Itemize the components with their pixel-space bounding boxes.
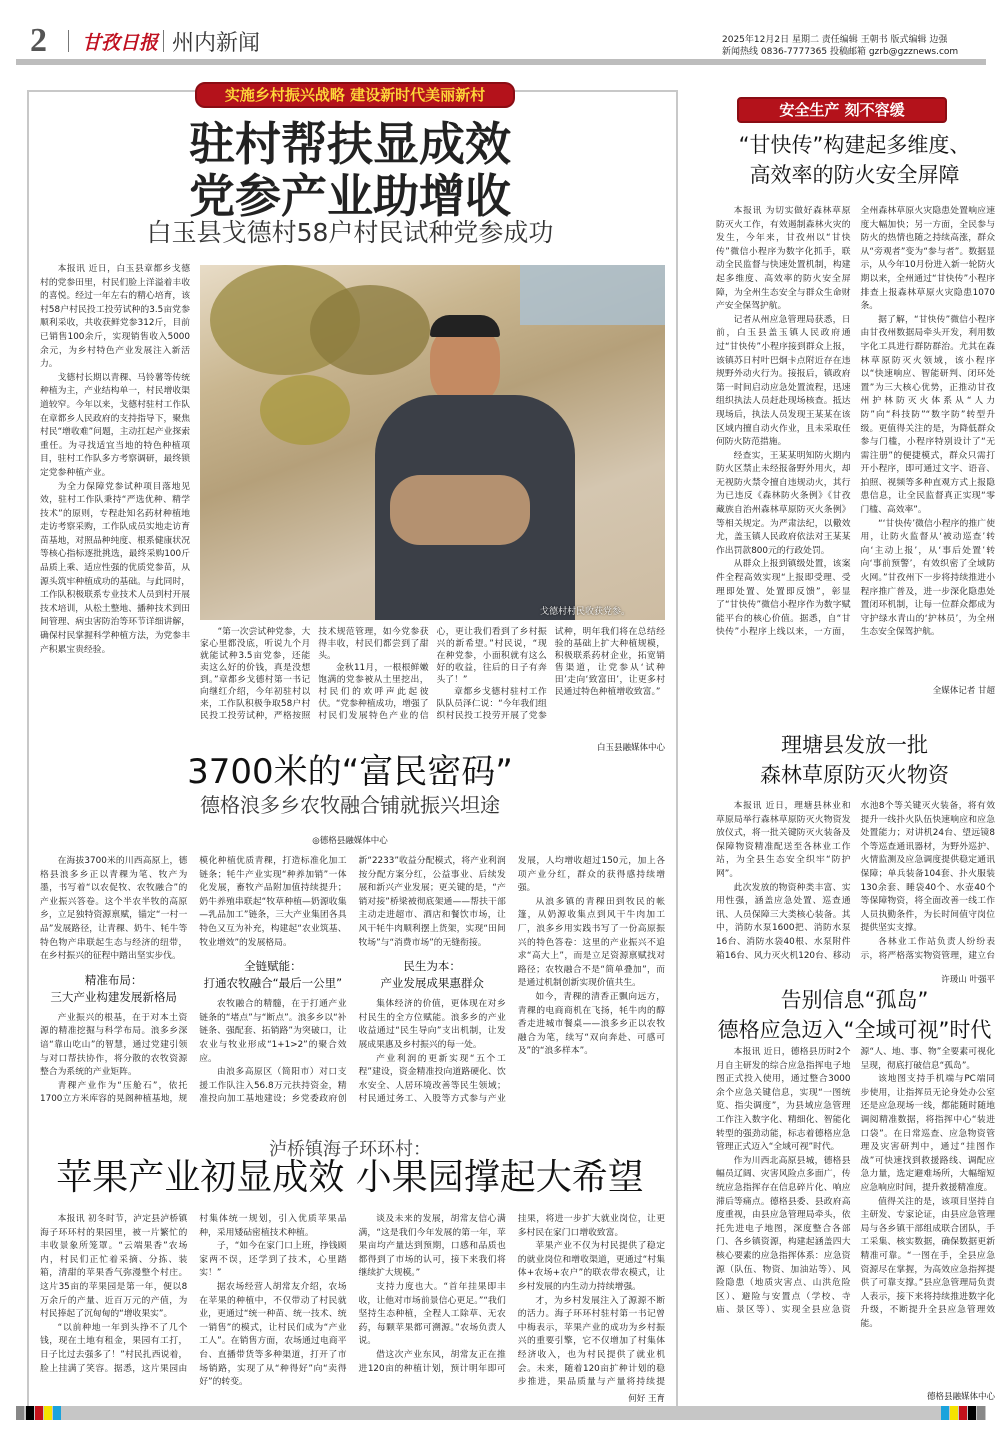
issue-date-editors: 2025年12月2日 星期二 责任编辑 王朝书 版式编辑 边强 bbox=[722, 35, 948, 45]
section-kicker: 精准布局： bbox=[84, 972, 143, 987]
paragraph: 记者从州应急管理局获悉，日前，白玉县盖玉镇人民政府通过“甘快传”小程序接到群众上报，该镇苏日村叶巴炯卡点附近存在违规野外动火行为。接报后，镇政府第一时间启动应急处置流程，迅速组织执法人员赶赴现场核查。抵达现场后，执法人员发现王某某在该区域内擅自动火作业，且未采取任何防火防范措施。 bbox=[716, 314, 851, 448]
paragraph: 从浪多镇的青稞田到牧民的帐篷，从奶源收集点到风干牛肉加工厂，浪多乡用实践书写了一份高原振兴的特色答卷：这里的产业振兴不追求“高大上”，而是立足资源禀赋找对路径；农牧融合不是“简单叠加”，而是通过机制创新实现价值共生。 bbox=[517, 896, 665, 989]
headline-line2: 德格应急迈入“全域可视”时代 bbox=[717, 1018, 992, 1042]
article2-headline: 3700米的“富民密码” bbox=[187, 752, 513, 792]
paragraph: 子，“如今在家门口上班，挣钱顾家两不误，还学到了技术，心里踏实！” bbox=[199, 1241, 347, 1279]
paragraph: 产业利润的更新实现“五个工程”建设，资金精准投向道路硬化、饮水安全、人居环境改善等民生领域；村民通过务工、入股等方式参与产业发展，人均增收超过150元，加上各项产业分红，群众的获得感持续增强。 bbox=[358, 856, 665, 1105]
article1-headline bbox=[40, 118, 660, 222]
headline-line2: 森林草原防灭火物资 bbox=[760, 763, 949, 787]
paragraph: 该地图支持手机端与PC端同步使用，让指挥员无论身处办公室还是应急现场一线，都能随时随地调阅精准数据，将指挥中心“装进口袋”。在日常巡查、应急物资管理及灾害研判中，通过“挂图作战”可快速找到救援路线、调配应急力量，选定避难场所，大幅缩短应急响应时间，提升救援精准度。 bbox=[860, 1074, 995, 1193]
news-photo-farmer-with-dangshen bbox=[200, 265, 665, 620]
right1-headline bbox=[712, 130, 997, 190]
divider bbox=[68, 30, 69, 52]
paragraph: 由浪多高原区（简阳市）对口支援工作队注入56.8万元扶持资金，精准投向加工基地建设；乡党委政府创新“2233”收益分配模式，将产业利润按分配方案分红，公益事业、后续发展和新兴产业发展；更关键的是，“产销对接”桥梁被彻底架通——帮扶干部主动走进超市、酒店和餐饮市场，让风干牦牛肉顺利摆上货架，实现“田间牧场”与“消费市场”的无缝衔接。 bbox=[199, 856, 506, 1105]
newspaper-logo: 甘孜日报 bbox=[82, 32, 159, 54]
section-kicker: 全链赋能： bbox=[244, 959, 302, 974]
photo-face bbox=[430, 325, 500, 405]
photo-hair bbox=[430, 315, 500, 337]
paragraph: 戈德村长期以青稞、马铃薯等传统种植为主，产业结构单一，村民增收渠道较窄。今年以来，戈德村驻村工作队在章都乡人民政府的支持指导下，聚焦村民“增收难”问题，主动扛起产业探索重任。为寻找适宜当地的特色种植项目，驻村工作队多方考察调研，最终锁定党参种植产业。 bbox=[40, 372, 190, 478]
article2-subheadline: 德格浪多乡农牧融合铺就振兴坦途 bbox=[200, 793, 500, 817]
article1-source: 白玉县融媒体中心 bbox=[596, 743, 665, 753]
article2-body bbox=[40, 855, 665, 1120]
paragraph: 本报讯 初冬时节，泸定县泸桥镇海子环环村的果园里，被一片繁忙的丰收景象所笼罩。“云端果香”农场内，村民们正忙着采摘、分拣、装箱，清甜的苹果香气弥漫整个村庄。这片35亩的苹果园是第一年，便以8万余斤的产量、近百万元的产值，为村民捧起了沉甸甸的“增收果实”。 bbox=[40, 1214, 188, 1320]
headline-line1: 告别信息“孤岛” bbox=[780, 988, 929, 1012]
headline-line1: 驻村帮扶显成效 bbox=[189, 117, 511, 171]
paragraph: 此次发放的物资种类丰富、实用性强，涵盖应急处置、巡查通讯、人员保障三大类核心装备。其中，消防水泵1600把、消防水泵16台、消防水袋40根、水泵附件箱16台、风力灭火机120台、移动水池8个等关键灭火装备，将有效提升一线扑火队伍快速响应和应急处置能力；对讲机24台、望远镜8个等巡查通讯器材，为野外巡护、火情监测及应急调度提供稳定通讯保障；单兵装备104套、扑火服装130余套、睡袋40个、水壶40个等保障物资，将全面改善一线工作人员执勤条件，为长时间值守岗位提供坚实支撑。 bbox=[716, 801, 995, 961]
photo-tree bbox=[310, 285, 430, 375]
paragraph: 本报讯 为切实做好森林草原防灭火工作，有效遏制森林火灾的发生，今年来，甘孜州以“甘快传”微信小程序为数字化抓手，联动全民监督与快速处置机制，构建起多维度、高效率的防火安全屏障，为全州生态安全与群众生命财产安全保驾护航。 bbox=[716, 206, 851, 312]
swatch-magenta bbox=[35, 1406, 43, 1420]
right2-body bbox=[716, 800, 995, 972]
right2-headline bbox=[712, 730, 997, 790]
headline-line1: 理塘县发放一批 bbox=[781, 733, 928, 757]
article3-body bbox=[40, 1213, 665, 1403]
paragraph: 各林业工作站负责人纷纷表示，将严格落实物资管理，建立台 bbox=[860, 936, 995, 961]
article2-byline: ◎德格县融媒体中心 bbox=[312, 836, 388, 846]
article1-subheadline: 白玉县戈德村58户村民试种党参成功 bbox=[146, 218, 554, 247]
right1-byline: 全媒体记者 甘超 bbox=[932, 686, 995, 696]
swatch-gray bbox=[16, 1406, 24, 1420]
paragraph: 支持力度也大。“首年挂果即丰收，让他对市场前景信心更足。”“我们坚持生态种植，全程人工除草、无农药，每颗苹果都可溯源。”农场负责人说。 bbox=[358, 1281, 506, 1347]
paragraph: “‘甘快传’微信小程序的推广使用，让防火监督从‘被动巡查’转向‘主动上报’，从‘事后处置’转向‘事前预警’，有效织密了全域防火网。”甘孜州下一步将持续推进小程序推广普及，进一步深化隐患处置闭环机制，让每一位群众都成为守护绿水青山的‘护林员’，为全州生态安全保驾护航。 bbox=[860, 518, 995, 638]
paragraph: 据了解，“甘快传”微信小程序由甘孜州数据局牵头开发，利用数字化工具进行群防群治。尤其在森林草原防灭火领域，该小程序以“快速响应、智能研判、闭环处置”为三大核心优势，正推动甘孜州护林防灭火体系从“人力防”向“科技防”“数字防”转型升级。更值得关注的是，为降低群众参与门槛，小程序特别设计了“无需注册”的便捷模式，群众只需打开小程序，即可通过文字、语音、拍照、视频等多种直观方式上报隐患信息，让全民监督真正实现“零门槛、高效率”。 bbox=[860, 314, 995, 516]
section-title: 产业发展成果惠群众 bbox=[380, 976, 484, 991]
section-heading bbox=[40, 972, 187, 1006]
paragraph: 谈及未来的发展，胡常友信心满满，“这是我们今年发展的第一年，苹果亩均产量达到预期，口感和品质也都得到了市场的认可，接下来我们将继续扩大规模。” bbox=[358, 1214, 506, 1279]
paragraph: 苹果产业不仅为村民提供了稳定的就业岗位和增收渠道，更通过“村集体+农场+农户”的联农带农模式，让乡村发展的内生动力持续增强。 bbox=[517, 1241, 665, 1292]
article3-byline: 何好 王育 bbox=[560, 1392, 665, 1404]
paragraph: 作为川西北高原县城，德格县幅员辽阔、灾害风险点多面广，传统应急指挥存在信息碎片化、响应滞后等痛点。德格县委、县政府高度重视，由县应急管理局牵头，依托先进电子地图，深度整合各部门、各乡镇资源，构建起涵盖四大核心要素的应急指挥体系：应急资源（队伍、物资、加油站等）、风险隐患（地质灾害点、山洪危险区）、避险与安置点（学校、寺庙、景区等）、实现全县应急资源“人、地、事、物”全要素可视化呈现，彻底打破信息“孤岛”。 bbox=[716, 1047, 995, 1316]
paragraph: 经查实，王某某明知防火期内防火区禁止未经报备野外用火，却无视防火禁令擅自违规动火，其行为已违反《森林防火条例》《甘孜藏族自治州森林草原防灭火条例》等相关规定。为严肃法纪，以儆效尤，盖玉镇人民政府依法对王某某作出罚款800元的行政处罚。 bbox=[716, 450, 851, 556]
swatch-yellow bbox=[950, 1406, 958, 1420]
photo-sky bbox=[520, 265, 665, 325]
paragraph: 值得关注的是，该项目坚持自主研发、专家论证，由县应急管理局与各乡镇干部组成联合团队，手工采集、核实数据，确保数据更新精准可靠。“一图在手，全县应急资源尽在掌握，为高效应急指挥提供了可靠支撑。”县应急管理局负责人表示，接下来将持续推进数字化升级，不断提升全县应急管理效能。 bbox=[860, 1196, 995, 1329]
swatch-cyan bbox=[941, 1406, 949, 1420]
swatch-black bbox=[968, 1406, 976, 1420]
section-title: 三大产业构建发展新格局 bbox=[50, 989, 177, 1004]
article3-headline: 苹果产业初显成效 小果园撑起大希望 bbox=[56, 1157, 644, 1198]
headline-line1: “甘快传”构建起多维度、 bbox=[738, 133, 971, 157]
paragraph: 才，为乡村发展注入了源源不断的活力。海子环环村驻村第一书记曾中梅表示，苹果产业的成功为乡村振兴的重要引擎，它不仅增加了村集体经济收入，也为村民提供了就业机会。未来，随着120亩扩种计划的稳步推进，果品质量与产量将持续提 bbox=[517, 1295, 665, 1388]
headline-line2: 党参产业助增收 bbox=[189, 169, 511, 223]
paragraph: 借这次产业东风，胡常友正在推进120亩的种植计划，预计明年即可挂果，将进一步扩大就业岗位，让更多村民在家门口增收致富。 bbox=[358, 1214, 665, 1374]
section-heading bbox=[359, 958, 506, 992]
section-heading bbox=[199, 958, 346, 992]
photo-dangshen-roots bbox=[390, 475, 530, 545]
swatch-yellow bbox=[44, 1406, 52, 1420]
section-kicker: 民生为本： bbox=[403, 959, 461, 974]
section-title: 打通农牧融合“最后一公里” bbox=[203, 976, 343, 991]
issue-meta bbox=[722, 34, 992, 58]
paragraph: 农牧融合的精髓，在于打通产业链条的“堵点”与“断点”。浪多乡以“补链条、强配套、拓销路”为突破口，让农业与牧业形成“1+1>2”的聚合效应。 bbox=[199, 999, 347, 1064]
right1-body bbox=[716, 205, 995, 675]
paragraph: 青稞产业作为“压舱石”，依托1700立方米库容的晃阁种植基地，规模化种植优质青稞，打造标准化加工链条；牦牛产业实现“种养加销”一体化发展，畜牧产品附加值持续提升；奶牛养殖串联起“牧草种植—奶源收集—乳品加工”链条，三大产业集团各具特色又互为补充，构建起“农业筑基、牧业增效”的发展格局。 bbox=[40, 856, 347, 1105]
section-title: 州内新闻 bbox=[172, 31, 261, 56]
print-registration-strip bbox=[16, 1406, 986, 1420]
article1-body-under-photo bbox=[200, 626, 665, 740]
swatch-gray bbox=[977, 1406, 985, 1420]
paragraph: 本报讯 近日，理塘县林业和草原局举行森林草原防灭火物资发放仪式，将一批关键防灭火装备及保障物资精准配送至各林业工作站，为全县生态安全织牢“防护网”。 bbox=[716, 801, 851, 879]
page-number: 2 bbox=[30, 22, 47, 59]
paragraph: 据农场经营人胡常友介绍，农场在苹果的种植中，不仅带动了村民就业，更通过“统一种苗、统一技术、统一销售”的模式，让村民们成为“产业工人”。在销售方面，农场通过电商平台、直播带货等多种渠道，打开了市场销路，实现了从“种得好”向“卖得好”的转变。 bbox=[199, 1281, 347, 1388]
swatch-magenta bbox=[959, 1406, 967, 1420]
paragraph: 为全力保障党参试种项目落地见效，驻村工作队秉持“严选优种、精学技术”的原则，专程赴知名药材种植地走访考察采购，工作队成员实地走访育苗基地，对照品种纯度、根系健康状况等核心指标逐批挑选，最终采购100斤品质上乘、适应性强的优质党参苗，从源头筑牢种植成功的基础。与此同时，工作队积极联系专业技术人员到村开展技术培训，从松土整地、播种技术到田间管理、病虫害防治等环节详细讲解，确保村民掌握科学种植方法，为党参丰产积累宝贵经验。 bbox=[40, 481, 190, 655]
divider bbox=[163, 30, 164, 52]
right3-byline: 德格县融媒体中心 bbox=[926, 1392, 995, 1402]
paragraph: 在海拔3700米的川西高原上，德格县浪多乡正以青稞为笔、牧产为墨，书写着“以农促牧、农牧融合”的产业振兴答卷。这个半农半牧的高原乡，立足独特资源禀赋，锚定“一村一品”发展路径，让青稞、奶牛、牦牛等特色物产串联起生态与经济的纽带，在乡村振兴的征程中踏出坚实步伐。 bbox=[40, 856, 188, 962]
paragraph: 金秋11月，一根根鲜嫩饱满的党参被从土里挖出，村民们的欢呼声此起彼伏。“党参种植成功，增强了村民们发展特色产业的信心，更让我们看到了乡村振兴的新希望。”村民说，“现在种党参，小面积就有这么好的收益，往后的日子有奔头了！” bbox=[318, 627, 547, 721]
photo-tree bbox=[260, 375, 350, 445]
paragraph: 如今，青稞的清香正飘向远方，青稞的电商商机在飞扬，牦牛肉的醇香走进城市餐桌——浪多乡正以农牧融合为笔，续写“双向奔赴、可感可及”的“浪多样本”。 bbox=[517, 991, 665, 1057]
paragraph: “以前种地一年到头挣不了几个钱，现在土地有租金，果园有工打，日子比过去强多了！”村民扎西说着，脸上挂满了笑容。据悉，这片果园由村集体统一规划，引入优质苹果品种，采用矮砧密植技术种植。 bbox=[40, 1214, 347, 1374]
headline-line2: 高效率的防火安全屏障 bbox=[749, 163, 960, 187]
paragraph: 从群众上报到镇级处置，该案件全程高效实现“上报即受理、受理即处置、处置即反馈”，彰显了“甘快传”微信小程序作为数字赋能平台的核心价值。据悉，自“甘快传”小程序上线以来，一方面，全州森林草原火灾隐患处置响应速度大幅加快；另一方面，全民参与防火的热情也随之持续高涨，群众从“旁观者”变为“参与者”。数据显示，从今年10月份进入新一轮防火期以来，全州通过“甘快传”小程序排查上报森林草原火灾隐患1070条。 bbox=[716, 206, 995, 638]
paragraph: 本报讯 近日，白玉县章都乡戈德村的党参田里，村民们脸上洋溢着丰收的喜悦。经过一年左右的精心培育，该村58户村民投工投劳试种的3.5亩党参顺利采收，共收获鲜党参312斤，目前已销售100余斤，实现销售收入5000余元，为乡村特色产业发展注入新活力。 bbox=[40, 264, 190, 370]
column-banner: 实施乡村振兴战略 建设新时代美丽新村 bbox=[195, 82, 515, 108]
paragraph: 本报讯 近日，德格县历时2个月自主研发的综合应急指挥电子地图正式投入使用，通过整合3000余个应急关键信息，实现“一图统览、指尖调度”，为县域应急管理工作注入数字化、精细化、智能化转型的强劲动能，标志着德格应急管理正式迈入“全域可视”时代。 bbox=[716, 1047, 851, 1153]
swatch-cyan bbox=[53, 1406, 61, 1420]
right3-body bbox=[716, 1046, 995, 1390]
right2-byline: 许瑗山 叶强平 bbox=[941, 975, 995, 985]
photo-caption: 戈德村村民收获党参。 bbox=[540, 607, 631, 617]
swatch-black bbox=[26, 1406, 34, 1420]
contact-line: 新闻热线 0836-7777365 投稿邮箱 gzrb@gzznews.com bbox=[722, 47, 959, 57]
right3-headline bbox=[712, 985, 997, 1045]
paragraph: 产业振兴的根基，在于对本土资源的精准挖掘与科学布局。浪多乡深谙“靠山吃山”的智慧，通过党建引领与对口帮扶协作，将分散的农牧资源整合为系统的产业矩阵。 bbox=[40, 1012, 188, 1078]
paragraph: “第一次尝试种党参，大家心里都没底，听说九个月就能试种3.5亩党参，还能卖这么好的价钱，真是没想到。”章都乡戈德村第一书记向继红介绍，今年初驻村以来，工作队积极争取58户村民投工投劳试种，严格按照技术规范管理，如今党参获得丰收，村民们都尝到了甜头。 bbox=[200, 627, 429, 721]
paragraph: 集体经济的价值，更体现在对乡村民生的全方位赋能。浪多乡的产业收益通过“民生导向”支出机制，让发展成果惠及乡村振兴的每一处。 bbox=[358, 999, 506, 1050]
article1-body-left bbox=[40, 263, 190, 708]
header-rule bbox=[16, 59, 986, 65]
article3-kicker: 泸桥镇海子环环村： bbox=[269, 1139, 431, 1160]
paragraph: 章都乡戈德村驻村工作队队员泽仁说：“今年我们组织村民投工投劳开展了党参试种，明年我们将在总结经验的基础上扩大种植规模，积极联系药材企业，拓宽销售渠道，让党参从‘试种田’走向‘致富田’，让更多村民通过特色种植增收致富。” bbox=[436, 627, 665, 721]
column-banner-safety: 安全生产 刻不容缓 bbox=[737, 97, 947, 123]
